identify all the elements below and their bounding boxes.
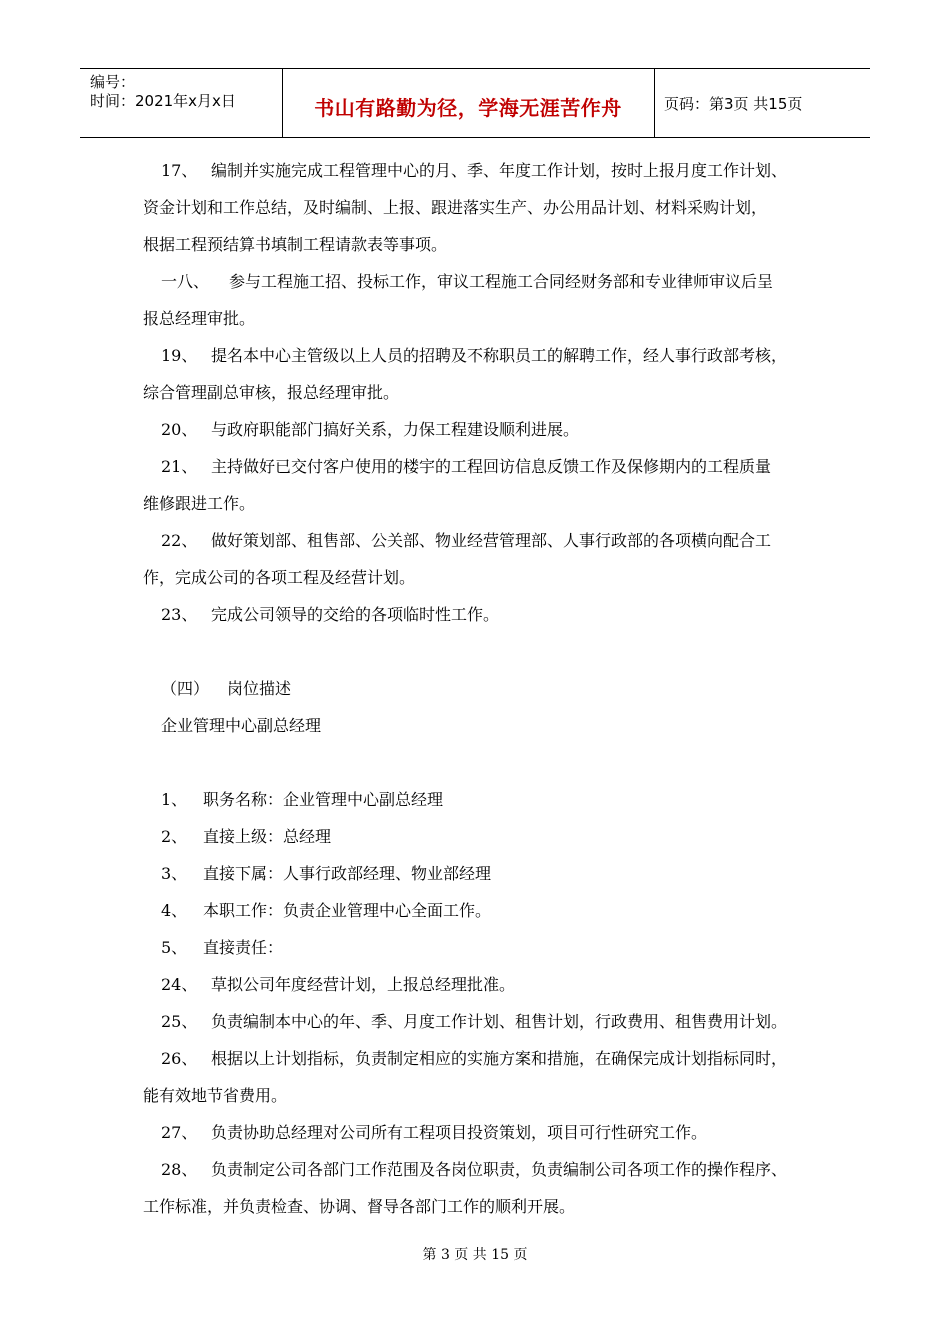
list-item <box>143 1114 823 1151</box>
item-text: 负责制定公司各部门工作范围及各岗位职责，负责编制公司各项工作的操作程序、 <box>211 1160 788 1179</box>
header-motto: 书山有路勤为径，学海无涯苦作舟 <box>314 96 622 120</box>
item-text: 参与工程施工招、投标工作，审议工程施工合同经财务部和专业律师审议后呈 <box>229 272 774 291</box>
item-text: 做好策划部、租售部、公关部、物业经营管理部、人事行政部的各项横向配合工 <box>211 531 772 550</box>
item-number: 25、 <box>161 1012 198 1031</box>
item-number: 22、 <box>161 531 198 550</box>
item-text: 本职工作：负责企业管理中心全面工作。 <box>203 901 492 920</box>
list-item <box>143 1040 823 1077</box>
spacer <box>143 633 823 670</box>
list-item <box>143 929 823 966</box>
list-item <box>143 855 823 892</box>
list-item <box>143 522 823 559</box>
list-item <box>143 596 823 633</box>
item-continuation: 综合管理副总审核，报总经理审批。 <box>143 383 400 402</box>
list-item <box>143 1003 823 1040</box>
item-text: 直接上级：总经理 <box>203 827 332 846</box>
section-title: 岗位描述 <box>227 679 292 698</box>
item-number: 27、 <box>161 1123 198 1142</box>
item-text: 职务名称：企业管理中心副总经理 <box>203 790 444 809</box>
item-number: 1、 <box>161 790 188 809</box>
item-number: 2、 <box>161 827 188 846</box>
item-number: 20、 <box>161 420 198 439</box>
document-time-label: 时间：2021年x月x日 <box>90 92 236 110</box>
item-text: 与政府职能部门搞好关系，力保工程建设顺利进展。 <box>211 420 580 439</box>
header-left-cell <box>80 69 283 137</box>
list-item <box>143 1151 823 1188</box>
item-number: 23、 <box>161 605 198 624</box>
item-continuation: 根据工程预结算书填制工程请款表等事项。 <box>143 235 448 254</box>
list-item <box>143 337 823 374</box>
item-continuation: 资金计划和工作总结，及时编制、上报、跟进落实生产、办公用品计划、材料采购计划， <box>143 198 768 217</box>
item-number: 一八、 <box>161 272 210 291</box>
item-text: 负责编制本中心的年、季、月度工作计划、租售计划，行政费用、租售费用计划。 <box>211 1012 788 1031</box>
item-text: 直接下属：人事行政部经理、物业部经理 <box>203 864 492 883</box>
list-item <box>143 411 823 448</box>
item-text: 编制并实施完成工程管理中心的月、季、年度工作计划，按时上报月度工作计划、 <box>211 161 788 180</box>
item-number: 24、 <box>161 975 198 994</box>
document-number-label: 编号： <box>90 73 136 91</box>
header-motto-cell <box>282 69 655 137</box>
list-item <box>143 263 823 300</box>
page-header <box>80 68 870 138</box>
item-number: 4、 <box>161 901 188 920</box>
item-continuation: 维修跟进工作。 <box>143 494 256 513</box>
document-body <box>143 152 823 1225</box>
position-subtitle: 企业管理中心副总经理 <box>161 716 322 735</box>
list-item <box>143 892 823 929</box>
section-number: （四） <box>161 679 210 698</box>
item-number: 5、 <box>161 938 188 957</box>
header-page-info: 页码：第3页 共15页 <box>664 95 803 113</box>
item-continuation: 作，完成公司的各项工程及经营计划。 <box>143 568 416 587</box>
page-footer: 第 3 页 共 15 页 <box>422 1247 528 1263</box>
item-number: 3、 <box>161 864 188 883</box>
item-text: 草拟公司年度经营计划，上报总经理批准。 <box>211 975 516 994</box>
spacer <box>143 744 823 781</box>
item-continuation: 能有效地节省费用。 <box>143 1086 288 1105</box>
item-text: 直接责任： <box>203 938 284 957</box>
section-heading <box>143 670 823 707</box>
item-number: 17、 <box>161 161 198 180</box>
item-text: 负责协助总经理对公司所有工程项目投资策划，项目可行性研究工作。 <box>211 1123 708 1142</box>
item-text: 主持做好已交付客户使用的楼宇的工程回访信息反馈工作及保修期内的工程质量 <box>211 457 772 476</box>
item-continuation: 工作标准，并负责检查、协调、督导各部门工作的顺利开展。 <box>143 1197 576 1216</box>
header-right-cell <box>655 69 870 137</box>
item-text: 完成公司领导的交给的各项临时性工作。 <box>211 605 500 624</box>
list-item <box>143 966 823 1003</box>
list-item <box>143 152 823 189</box>
item-text: 根据以上计划指标，负责制定相应的实施方案和措施，在确保完成计划指标同时， <box>211 1049 788 1068</box>
item-number: 21、 <box>161 457 198 476</box>
item-number: 26、 <box>161 1049 198 1068</box>
list-item <box>143 448 823 485</box>
list-item <box>143 781 823 818</box>
item-continuation: 报总经理审批。 <box>143 309 256 328</box>
item-text: 提名本中心主管级以上人员的招聘及不称职员工的解聘工作，经人事行政部考核， <box>211 346 788 365</box>
list-item <box>143 818 823 855</box>
item-number: 19、 <box>161 346 198 365</box>
item-number: 28、 <box>161 1160 198 1179</box>
